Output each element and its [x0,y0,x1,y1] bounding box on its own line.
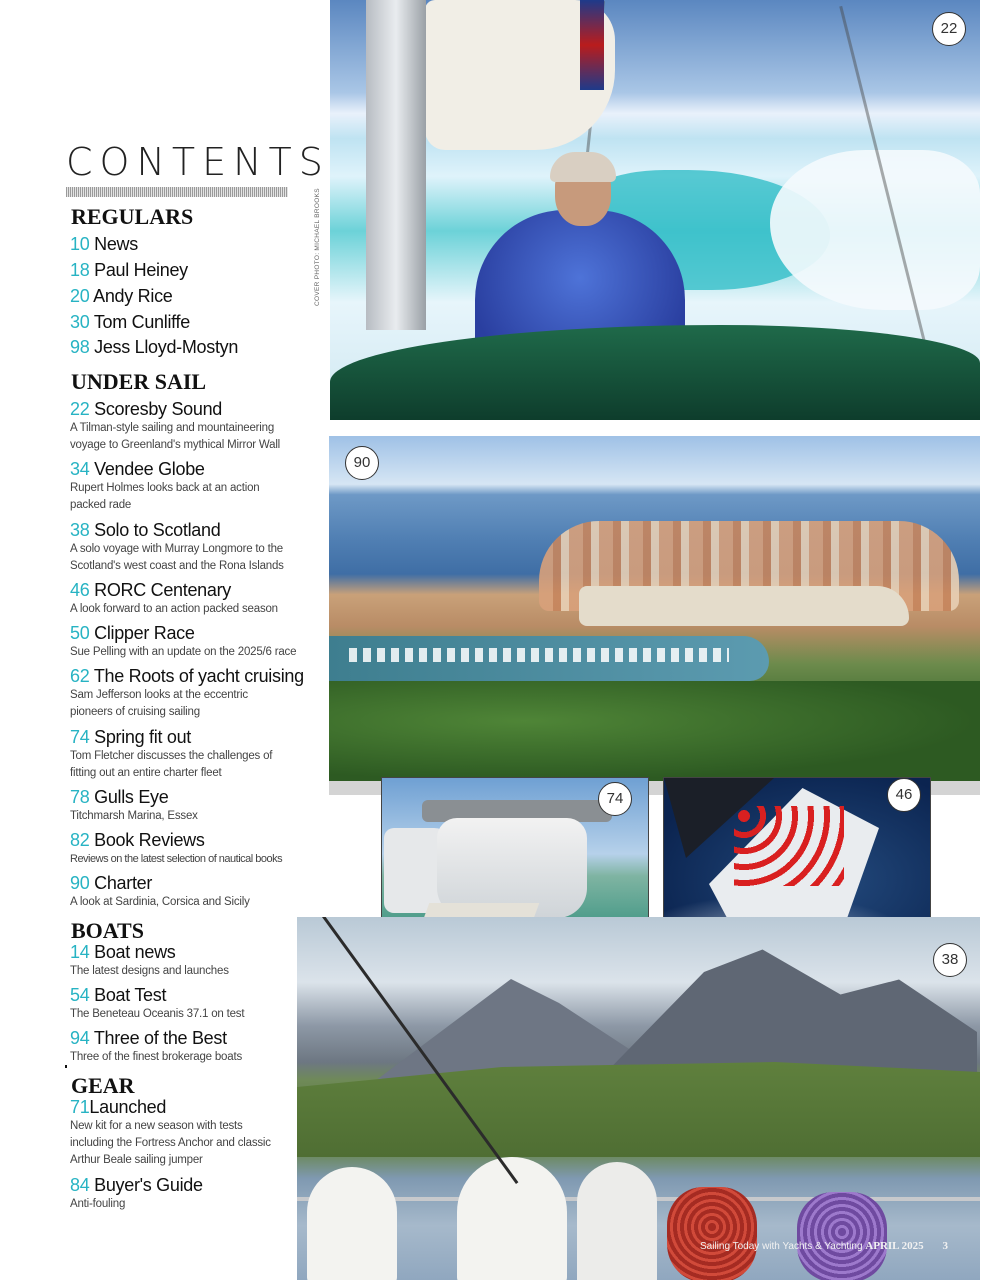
entry-description [70,1118,310,1169]
footer-page-number: 3 [942,1240,948,1252]
contents-entry[interactable] [70,786,310,825]
entry-page-number: 50 [70,623,90,643]
entry-page-number: 38 [70,520,90,540]
entry-title: Andy Rice [93,286,173,306]
entry-title: Vendee Globe [94,459,205,479]
desc-line: fitting out an entire charter fleet [70,767,222,779]
entry-title: Clipper Race [94,623,195,643]
photo-solo-to-scotland[interactable] [297,917,980,1280]
title-divider [66,187,288,197]
photo-detail [307,1167,397,1280]
photo-scoresby-sound[interactable] [330,0,980,420]
photo-detail [550,152,616,182]
desc-line: including the Fortress Anchor and classic [70,1137,271,1149]
entry-title: Spring fit out [94,727,191,747]
desc-line: The Beneteau Oceanis 37.1 on test [70,1008,245,1020]
footer-issue-date: APRIL 2025 [865,1240,924,1252]
desc-line: A solo voyage with Murray Longmore to the [70,543,283,555]
photo-detail [579,586,909,626]
entry-title: Charter [94,873,153,893]
entry-description [70,894,310,911]
entry-title: Tom Cunliffe [93,312,190,332]
page-badge-74[interactable]: 74 [598,782,632,816]
entry-title: News [94,234,138,254]
entry-description [70,541,310,575]
contents-entry[interactable] [70,872,310,911]
entry-page-number: 90 [70,873,90,893]
entry-description [70,420,310,454]
contents-entry[interactable] [70,622,310,661]
photo-detail [580,0,604,90]
photo-detail [667,1187,757,1280]
entry-title: Jess Lloyd-Mostyn [94,337,239,357]
desc-line: packed rade [70,499,132,511]
entry-page-number: 10 [70,234,90,254]
desc-line: Reviews on the latest selection of nautical books [70,853,283,865]
desc-line: voyage to Greenland's mythical Mirror Wall [70,439,281,451]
entry-title: Buyer's Guide [94,1175,203,1195]
entry-description [70,1196,310,1213]
contents-entry[interactable] [70,336,238,358]
contents-entry[interactable] [70,829,310,868]
entry-page-number: 22 [70,399,90,419]
contents-entry[interactable] [70,984,310,1023]
photo-detail [577,1162,657,1280]
entry-page-number: 62 [70,666,90,686]
contents-entry[interactable] [70,233,138,255]
section-heading-regulars: REGULARS [71,204,194,229]
entry-title: Boat Test [94,985,167,1005]
entry-title: Launched [89,1097,167,1117]
entry-title: Gulls Eye [94,787,169,807]
entry-page-number: 54 [70,985,90,1005]
contents-entry[interactable] [70,1174,310,1213]
entry-page-number: 98 [70,337,90,357]
entry-title: RORC Centenary [94,580,231,600]
desc-line: Tom Fletcher discusses the challenges of [70,750,273,762]
entry-page-number: 71 [70,1097,90,1117]
contents-entry[interactable] [70,458,310,514]
entry-description [70,963,310,980]
contents-entry[interactable] [70,285,172,307]
contents-entry[interactable] [70,579,310,618]
entry-description [70,808,310,825]
desc-line: Scotland's west coast and the Rona Islands [70,560,284,572]
entry-title: Three of the Best [93,1028,227,1048]
cover-photo-credit: COVER PHOTO: MICHAEL BROOKS [314,188,321,306]
footer-magazine-name: Sailing Today with Yachts & Yachting [700,1241,863,1252]
desc-line: Sam Jefferson looks at the eccentric [70,689,248,701]
desc-line: Arthur Beale sailing jumper [70,1154,203,1166]
photo-detail [349,648,729,662]
entry-page-number: 82 [70,830,90,850]
entry-description [70,480,310,514]
desc-line: The latest designs and launches [70,965,229,977]
desc-line: A Tilman-style sailing and mountaineering [70,422,275,434]
photo-detail [734,806,844,886]
photo-detail [330,325,980,420]
photo-detail [770,150,980,310]
entry-page-number: 20 [70,286,90,306]
contents-entry[interactable] [70,259,188,281]
desc-line: Rupert Holmes looks back at an action [70,482,260,494]
photo-detail [366,0,426,330]
entry-title: Solo to Scotland [94,520,221,540]
entry-page-number: 30 [70,312,90,332]
section-heading-gear: GEAR [71,1073,135,1098]
entry-description [70,601,310,618]
entry-description [70,1049,310,1066]
page-footer [700,1240,948,1252]
desc-line: A look forward to an action packed season [70,603,278,615]
photo-detail [329,681,980,781]
contents-entry[interactable] [70,726,310,782]
contents-entry[interactable] [70,665,310,721]
page-badge-22[interactable]: 22 [932,12,966,46]
contents-entry[interactable] [70,1096,310,1169]
page-badge-46[interactable]: 46 [887,778,921,812]
entry-page-number: 94 [70,1028,90,1048]
contents-entry[interactable] [70,1027,310,1066]
contents-entry[interactable] [70,519,310,575]
entry-title: Book Reviews [94,830,205,850]
photo-detail [797,1192,887,1280]
entry-page-number: 46 [70,580,90,600]
desc-line: Anti-fouling [70,1198,126,1210]
entry-page-number: 74 [70,727,90,747]
entry-description [70,1006,310,1023]
entry-description [70,644,310,661]
desc-line: Three of the finest brokerage boats [70,1051,242,1063]
entry-title: The Roots of yacht cruising [93,666,304,686]
entry-description [70,748,310,782]
entry-page-number: 78 [70,787,90,807]
photo-charter-bonifacio[interactable] [329,436,980,781]
section-heading-under-sail: UNDER SAIL [71,369,207,394]
entry-title: Scoresby Sound [94,399,223,419]
section-heading-boats: BOATS [71,918,144,943]
entry-description [70,687,310,721]
print-mark [65,1065,67,1068]
contents-entry[interactable] [70,398,310,454]
desc-line: A look at Sardinia, Corsica and Sicily [70,896,250,908]
entry-page-number: 34 [70,459,90,479]
page-badge-90[interactable]: 90 [345,446,379,480]
contents-entry[interactable] [70,941,310,980]
desc-line: Titchmarsh Marina, Essex [70,810,198,822]
page-title: CONTENTS [66,140,330,184]
entry-page-number: 84 [70,1175,90,1195]
entry-title: Boat news [94,942,176,962]
entry-page-number: 14 [70,942,90,962]
entry-title: Paul Heiney [94,260,188,280]
contents-entry[interactable] [70,311,190,333]
entry-description [70,851,310,868]
page-badge-38[interactable]: 38 [933,943,967,977]
desc-line: Sue Pelling with an update on the 2025/6 race [70,646,297,658]
desc-line: New kit for a new season with tests [70,1120,243,1132]
entry-page-number: 18 [70,260,90,280]
desc-line: pioneers of cruising sailing [70,706,200,718]
